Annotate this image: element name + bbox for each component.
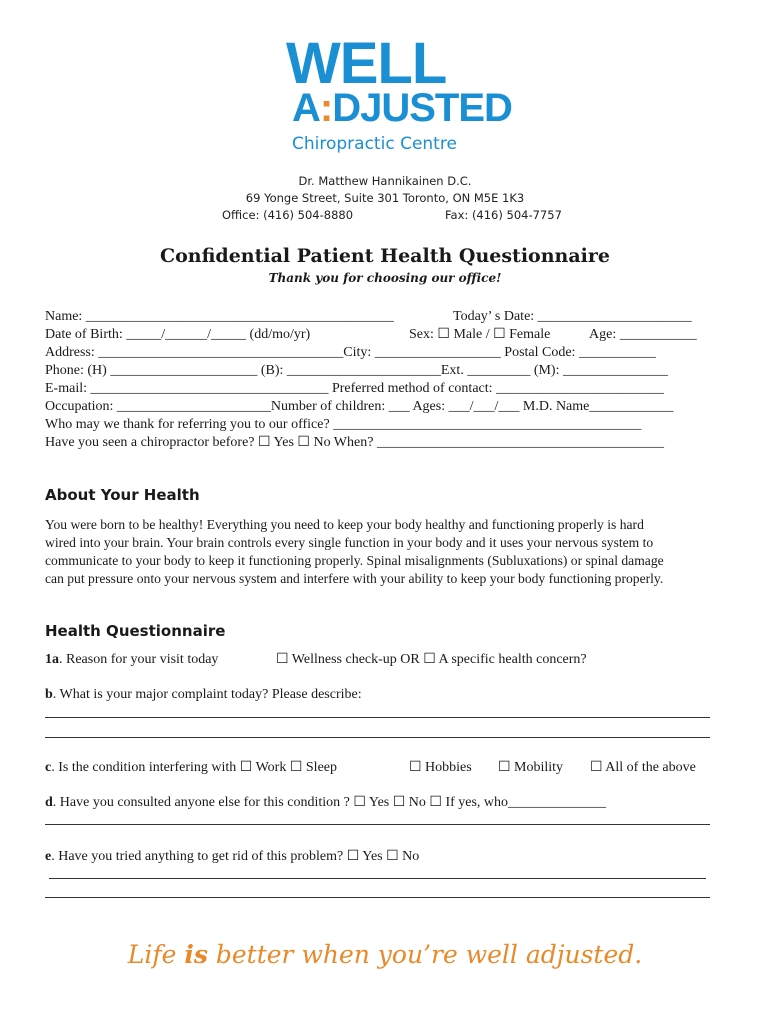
phone-field[interactable]: Phone: (H) _____________________ (B): ______________________Ext. _________ (M): _______________ — [45, 363, 668, 378]
question-1a-options[interactable]: ☐ Wellness check-up OR ☐ A specific health concern? — [276, 652, 587, 667]
referral-field[interactable]: Who may we thank for referring you to our office? ____________________________________________ — [45, 417, 642, 432]
name-field[interactable]: Name: ____________________________________________ — [45, 309, 394, 324]
about-paragraph — [45, 516, 745, 588]
seen-chiropractor-field[interactable]: Have you seen a chiropractor before? ☐ Yes ☐ No When? _________________________________________ — [45, 435, 664, 450]
dob-field[interactable]: Date of Birth: _____/______/_____ (dd/mo/yr) — [45, 327, 311, 342]
logo-subtitle: Chiropractic Centre — [292, 134, 457, 154]
hobbies-checkbox[interactable]: ☐ Hobbies — [409, 760, 472, 775]
office-phone: Office: (416) 504-8880 — [222, 208, 354, 222]
question-1a: 1a. Reason for your visit today — [45, 652, 219, 667]
questionnaire-heading: Health Questionnaire — [45, 622, 226, 640]
sex-field[interactable]: Sex: ☐ Male / ☐ Female — [409, 327, 551, 342]
answer-line[interactable] — [45, 717, 710, 718]
logo-well: WELL — [286, 31, 447, 96]
answer-line[interactable] — [45, 824, 710, 825]
answer-line[interactable] — [45, 897, 710, 898]
fax-number: Fax: (416) 504-7757 — [445, 208, 562, 222]
question-d: d. Have you consulted anyone else for this condition ? ☐ Yes ☐ No ☐ If yes, who______________ — [45, 795, 607, 810]
address-field[interactable]: Address: ___________________________________City: __________________ Postal Code: ___________ — [45, 345, 656, 360]
about-line: communicate to your body to keep it functioning properly. Spinal misalignments (Subluxations) or spinal damage — [45, 553, 664, 568]
about-heading: About Your Health — [45, 486, 200, 504]
clinic-address: 69 Yonge Street, Suite 301 Toronto, ON M5E 1K3 — [245, 191, 525, 205]
mobility-checkbox[interactable]: ☐ Mobility — [498, 760, 564, 775]
answer-line[interactable] — [45, 737, 710, 738]
question-c: c. Is the condition interfering with ☐ Work ☐ Sleep — [45, 760, 337, 775]
question-b: b. What is your major complaint today? Please describe: — [45, 687, 362, 702]
logo-adjusted: A:DJUSTED — [292, 86, 512, 130]
todays-date-field[interactable]: Today’ s Date: ______________________ — [453, 309, 692, 324]
occupation-field[interactable]: Occupation: ______________________Number of children: ___ Ages: ___/___/___ M.D. Name____________ — [45, 399, 674, 414]
footer-tagline: Life is better when you’re well adjusted. — [127, 940, 643, 969]
doctor-name: Dr. Matthew Hannikainen D.C. — [298, 174, 472, 188]
about-line: can put pressure onto your nervous system and interfere with your ability to keep your body functioning properly. — [45, 571, 664, 586]
page-subtitle: Thank you for choosing our office! — [268, 271, 502, 285]
page-title: Confidential Patient Health Questionnaire — [160, 245, 610, 267]
about-line: wired into your brain. Your brain controls every single function in your body and it uses your nervous system to — [45, 535, 654, 550]
answer-line[interactable] — [49, 878, 706, 879]
all-above-checkbox[interactable]: ☐ All of the above — [590, 760, 696, 775]
clinic-logo — [286, 31, 512, 156]
age-field[interactable]: Age: ___________ — [589, 327, 697, 342]
email-field[interactable]: E-mail: __________________________________ Preferred method of contact: ________________________ — [45, 381, 665, 396]
question-e: e. Have you tried anything to get rid of this problem? ☐ Yes ☐ No — [45, 849, 420, 864]
about-line: You were born to be healthy! Everything you need to keep your body healthy and functioning properly is hard — [45, 517, 644, 532]
